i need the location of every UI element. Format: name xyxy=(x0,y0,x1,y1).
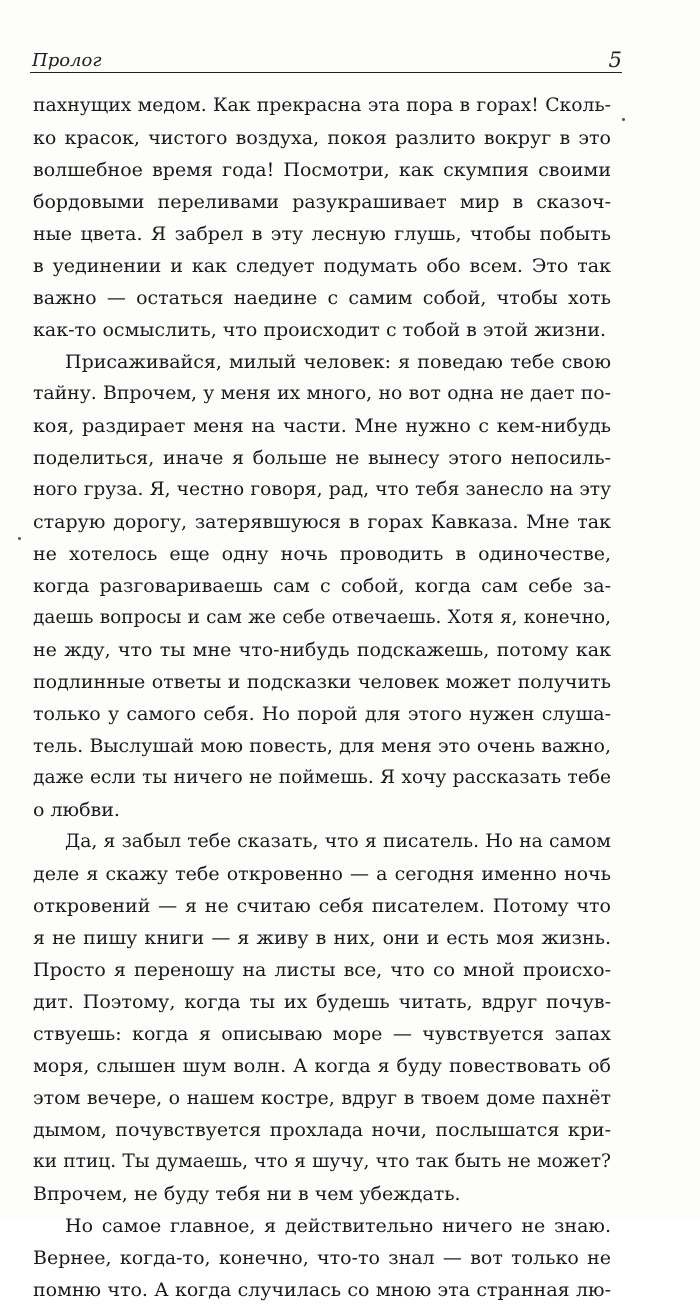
text-line: поделиться, иначе я больше не вынесу этого непосиль- xyxy=(33,447,611,469)
text-line: Вернее, когда-то, конечно, что-то знал — вот только не xyxy=(33,1247,611,1269)
text-line: коя, раздирает меня на части. Мне нужно с кем-нибудь xyxy=(33,415,611,437)
text-line: в уединении и как следует подумать обо всем. Это так xyxy=(33,255,611,277)
text-line: ки птиц. Ты думаешь, что я шучу, что так быть не может? xyxy=(33,1151,611,1172)
text-line: когда разговариваешь сам с собой, когда сам себе за- xyxy=(33,575,611,597)
text-line: Но самое главное, я действительно ничего не знаю. xyxy=(65,1215,611,1237)
text-line: этом вечере, о нашем костре, вдруг в твоем доме пахнёт xyxy=(33,1087,611,1109)
text-line: даже если ты ничего не поймешь. Я хочу рассказать тебе xyxy=(33,767,611,788)
text-line: важно — остаться наедине с самим собой, чтобы хоть xyxy=(33,287,611,309)
text-line: не жду, что ты мне что-нибудь подскажешь, потому как xyxy=(33,639,611,661)
running-head: Пролог xyxy=(32,50,102,71)
body-text xyxy=(33,90,611,1306)
text-line: о любви. xyxy=(33,799,120,821)
text-line: волшебное время года! Посмотри, как скумпия своими xyxy=(33,159,611,181)
text-line: Впрочем, не буду тебя ни в чем убеждать. xyxy=(33,1183,461,1205)
text-line: даешь вопросы и сам же себе отвечаешь. Хотя я, конечно, xyxy=(33,607,611,628)
header-rule xyxy=(30,72,622,73)
text-line: откровений — я не считаю себя писателем. Потому что xyxy=(33,895,611,917)
text-line: Просто я переношу на листы все, что со мной происхо- xyxy=(33,959,611,981)
page-number: 5 xyxy=(608,48,622,72)
text-line: деле я скажу тебе откровенно — а сегодня именно ночь xyxy=(33,863,611,885)
text-line: ствуешь: когда я описываю море — чувствуется запах xyxy=(33,1023,611,1045)
page-header xyxy=(30,44,622,74)
text-line: дымом, почувствуется прохлада ночи, послышатся кри- xyxy=(33,1119,611,1141)
text-line: дит. Поэтому, когда ты их будешь читать, вдруг почув- xyxy=(33,991,611,1013)
text-line: пахнущих медом. Как прекрасна эта пора в горах! Сколь- xyxy=(33,95,611,116)
text-line: тель. Выслушай мою повесть, для меня это очень важно, xyxy=(33,735,611,757)
text-line: Да, я забыл тебе сказать, что я писатель. Но на самом xyxy=(65,831,611,852)
text-line: ко красок, чистого воздуха, покоя разлито вокруг в это xyxy=(33,127,611,149)
text-line: только у самого себя. Но порой для этого нужен слуша- xyxy=(33,703,611,725)
scan-speck xyxy=(622,118,625,121)
text-line: тайну. Впрочем, у меня их много, но вот одна не дает по- xyxy=(33,383,611,404)
text-line: старую дорогу, затерявшуюся в горах Кавказа. Мне так xyxy=(33,511,611,533)
scan-speck xyxy=(18,537,21,540)
text-line: моря, слышен шум волн. А когда я буду повествовать об xyxy=(33,1055,611,1077)
text-line: Присаживайся, милый человек: я поведаю тебе свою xyxy=(65,351,611,373)
text-line: помню что. А когда случилась со мною эта странная лю- xyxy=(33,1279,611,1301)
text-line: подлинные ответы и подсказки человек может получить xyxy=(33,671,611,693)
text-line: ного груза. Я, честно говоря, рад, что тебя занесло на эту xyxy=(33,479,611,500)
text-line: бордовыми переливами разукрашивает мир в сказоч- xyxy=(33,191,611,213)
text-line: не хотелось еще одну ночь проводить в одиночестве, xyxy=(33,543,611,565)
text-line: ные цвета. Я забрел в эту лесную глушь, чтобы побыть xyxy=(33,223,611,245)
text-line: я не пишу книги — я живу в них, они и есть моя жизнь. xyxy=(33,927,611,949)
text-line: как-то осмыслить, что происходит с тобой в этой жизни. xyxy=(33,319,607,341)
